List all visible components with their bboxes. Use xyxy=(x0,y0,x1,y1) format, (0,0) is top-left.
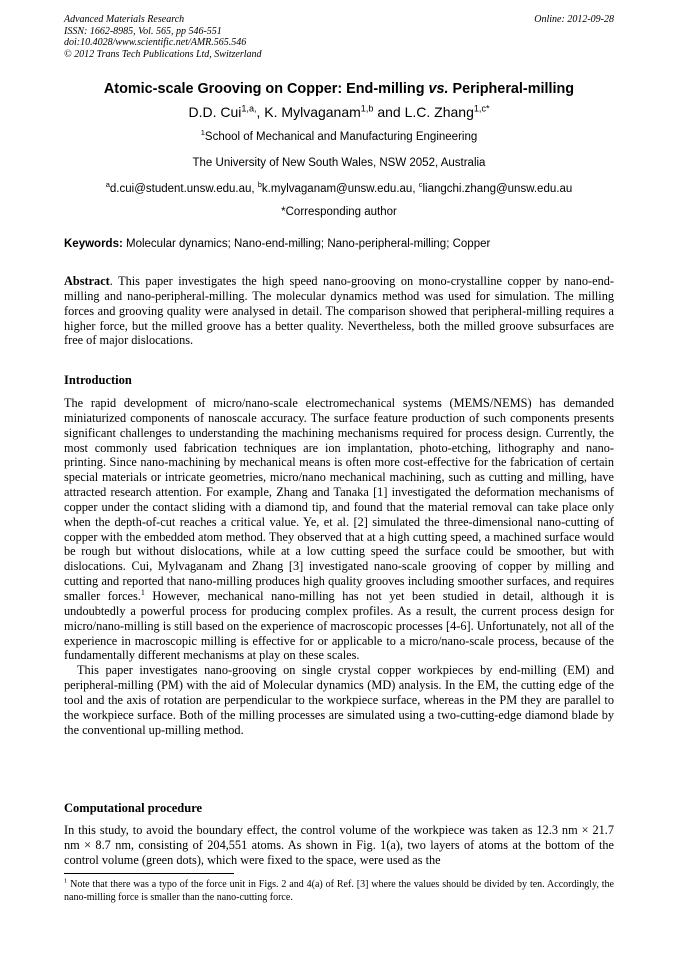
abstract-text: . This paper investigates the high speed nano-grooving on mono-crystalline copper by nano-end-milling and nano-peripheral-milling. The molecular dynamics method was used for simulation. The milling forces and grooving quality were analysed in detail. The comparison showed that peripheral-milling requires a higher force, but the milled groove has a better quality. Nevertheless, both the milled groove subsurfaces are free of major dislocations. xyxy=(64,274,614,348)
journal-copyright: © 2012 Trans Tech Publications Ltd, Switzerland xyxy=(64,48,262,60)
introduction-body xyxy=(64,396,614,737)
paper-title: Atomic-scale Grooving on Copper: End-milling vs. Peripheral-milling xyxy=(103,81,575,97)
computational-heading: Computational procedure xyxy=(64,801,203,815)
online-date: Online: 2012-09-28 xyxy=(534,14,614,25)
computational-body xyxy=(64,823,614,868)
corresponding-note: *Corresponding author xyxy=(281,206,397,218)
computational-paragraph: In this study, to avoid the boundary effect, the control volume of the workpiece was taken as 12.3 nm × 21.7 nm × 8.7 nm, consisting of 204,551 atoms. As shown in Fig. 1(a), two layers of atoms at the bottom of the control volume (green dots), which were fixed to the space, were used as the xyxy=(64,823,614,867)
abstract xyxy=(64,274,614,348)
introduction-paragraph: This paper investigates nano-grooving on single crystal copper workpieces by end-milling (EM) and peripheral-milling (PM) with the aid of Molecular dynamics (MD) analysis. In the EM, the cutting edge of the tool and the axis of rotation are perpendicular to the workpiece surface, whereas in the PM they are parallel to the workpiece surface. Both of the milling processes are simulated using a two-cutting-edge diamond blade by the conventional up-milling method. xyxy=(64,663,614,737)
abstract-label: Abstract xyxy=(64,274,110,288)
journal-doi: doi:10.4028/www.scientific.net/AMR.565.546 xyxy=(64,37,247,48)
journal-name: Advanced Materials Research xyxy=(64,14,185,25)
journal-issn: ISSN: 1662-8985, Vol. 565, pp 546-551 xyxy=(64,25,222,37)
introduction-heading: Introduction xyxy=(64,373,132,387)
author-list: D.D. Cui$^{1,a,}$, K. Mylvaganam$^{1,b}$ and L.C. Zhang$^{1,c*}$ xyxy=(188,103,490,120)
introduction-paragraph: The rapid development of micro/nano-scale electromechanical systems (MEMS/NEMS) has demanded miniaturized components of nanoscale accuracy. The surface feature production of such components presents significant challenges to understanding the machining mechanisms required for process design. Currently, the most commonly used fabrication techniques are ion implantation, photo-etching, lithography and nano-printing. Since nano-machining by mechanical means is often more cost-effective for the fabrication of certain special materials or intricate geometries, micro/nano mechanical machining, such as cutting and milling, have attracted research attention. For example, Zhang and Tanaka [1] investigated the deformation mechanisms of copper under the contact sliding with a diamond tip, and found that the material removal can take place only when the depth-of-cut reaches a critical value. Ye, et al. [2] simulated the three-dimensional nano-cutting of copper with the embedded atom method. They observed that at a high cutting speed, a machined surface would be rough but without dislocations, while at a low cutting speed the surface could be smoother, but with dislocations. Cui, Mylvaganam and Zhang [3] investigated nano-scale grooving of copper by milling and cutting and reported that nano-milling produces high quality grooves including smoother surfaces, and requires smaller forces.$^1$ However, mechanical nano-milling has not yet been studied in detail, although it is undoubtedly a powerful process for producing complex profiles. As a result, the current process design for micro/nano-milling is still based on the experience of macroscopic processes [4-6]. Unfortunately, not all of the experience in macroscopic milling is effective for or applicable to a micro/nano-scale process, because of the fundamentally different mechanisms at play on these scales. xyxy=(64,396,614,663)
affiliation-school: $^1$School of Mechanical and Manufacturing Engineering xyxy=(200,128,478,143)
footnote: $^1$ Note that there was a typo of the force unit in Figs. 2 and 4(a) of Ref. [3] where the values should be divided by ten. Accordingly, the nano-milling force is smaller than the nano-cutting force. xyxy=(64,877,614,903)
journal-header xyxy=(64,14,262,60)
affiliation-university: The University of New South Wales, NSW 2052, Australia xyxy=(192,157,486,169)
keywords: Keywords: Molecular dynamics; Nano-end-milling; Nano-peripheral-milling; Copper xyxy=(64,238,491,250)
footnote-rule xyxy=(64,873,234,874)
author-emails: $^a$d.cui@student.unsw.edu.au, $^b$k.mylvaganam@unsw.edu.au, $^c$liangchi.zhang@unsw.edu.au xyxy=(105,180,573,195)
